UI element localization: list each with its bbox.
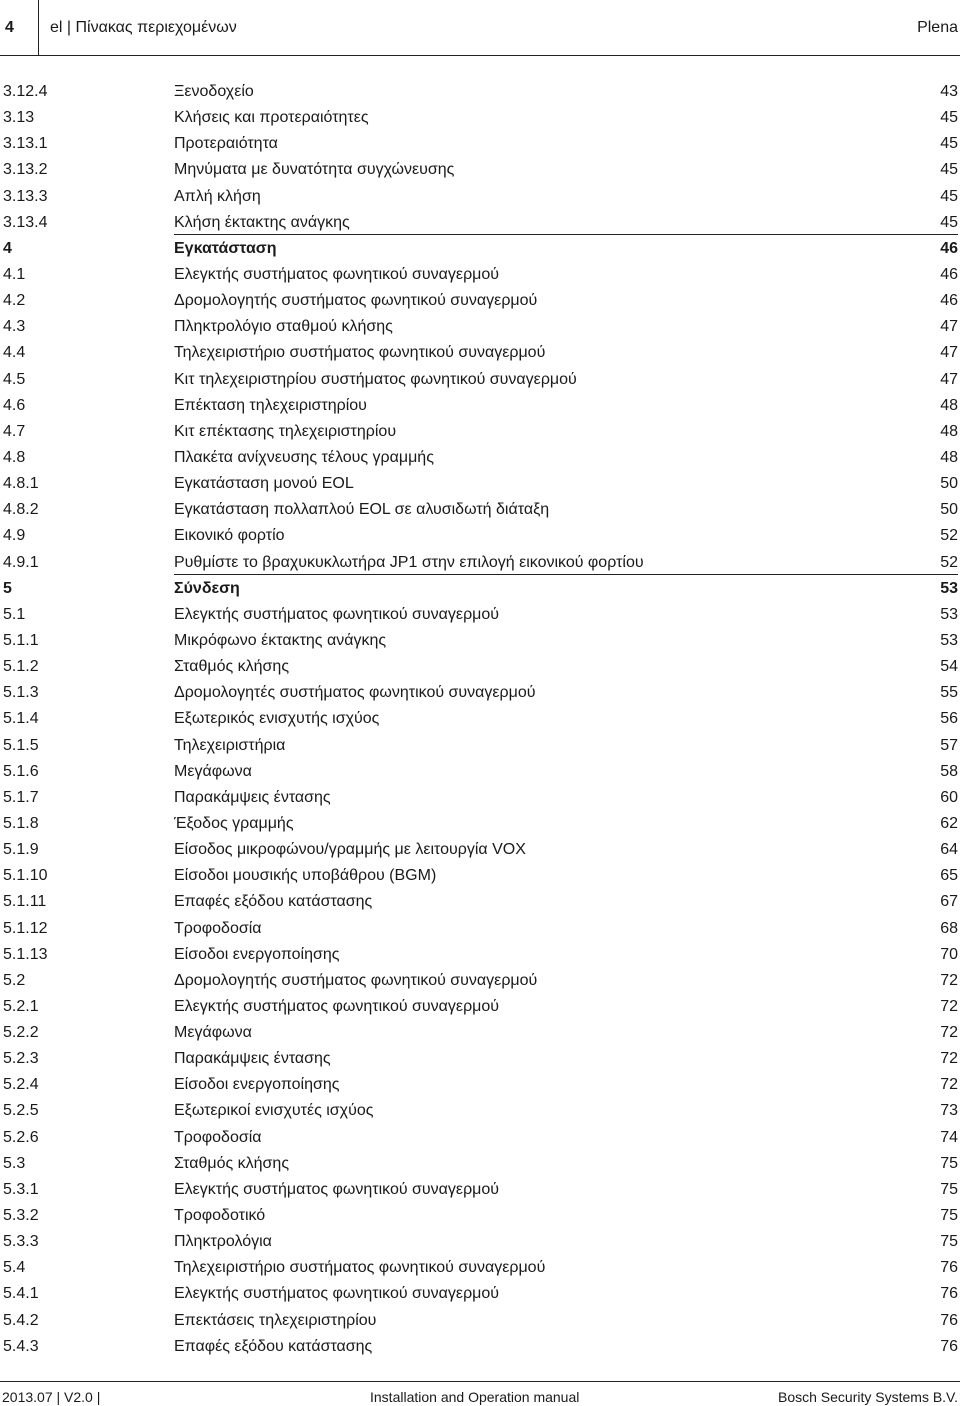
toc-entry-row[interactable]	[0, 993, 960, 1019]
toc-entry-title: Ρυθμίστε το βραχυκυκλωτήρα JP1 στην επιλογή εικονικού φορτίου	[174, 553, 644, 571]
toc-entry-row[interactable]	[0, 1071, 960, 1097]
page-footer	[0, 1381, 960, 1405]
toc-entry-row[interactable]	[0, 1333, 960, 1359]
toc-entry-title: Τροφοδοσία	[174, 1128, 262, 1146]
toc-entry-title: Σταθμός κλήσης	[174, 1154, 290, 1172]
toc-entry-number: 4	[3, 239, 12, 257]
toc-entry-page: 52	[940, 553, 958, 571]
toc-entry-title: Κιτ επέκτασης τηλεχειριστηρίου	[174, 422, 397, 440]
toc-entry-number: 5.1	[3, 605, 26, 623]
toc-entry-row[interactable]	[0, 287, 960, 313]
toc-entry-page: 53	[940, 605, 958, 623]
toc-entry-number: 4.1	[3, 265, 26, 283]
toc-entry-row[interactable]	[0, 1150, 960, 1176]
toc-entry-row[interactable]	[0, 183, 960, 209]
toc-entry-page: 48	[940, 396, 958, 414]
toc-entry-title: Ξενοδοχείο	[174, 83, 254, 100]
toc-entry-title: Κιτ τηλεχειριστηρίου συστήματος φωνητικού συναγερμού	[174, 370, 577, 388]
toc-entry-number: 5.4.2	[3, 1311, 39, 1329]
toc-entry-number: 5.3.2	[3, 1207, 39, 1225]
toc-entry-row[interactable]	[0, 732, 960, 758]
section-title: el | Πίνακας περιεχομένων	[50, 19, 237, 36]
toc-entry-title: Είσοδοι ενεργοποίησης	[174, 1076, 340, 1094]
toc-entry-number: 5.2.3	[3, 1050, 39, 1068]
toc-entry-title: Ελεγκτής συστήματος φωνητικού συναγερμού	[174, 997, 500, 1015]
toc-entry-number: 5.2.2	[3, 1024, 39, 1042]
page-number: 4	[5, 19, 14, 36]
toc-entry-title: Ελεγκτής συστήματος φωνητικού συναγερμού	[174, 1180, 500, 1198]
toc-entry-title: Έξοδος γραμμής	[174, 814, 294, 832]
toc-entry-page: 75	[940, 1207, 958, 1225]
toc-entry-title: Εξωτερικός ενισχυτής ισχύος	[174, 710, 380, 728]
toc-entry-row[interactable]	[0, 1307, 960, 1333]
toc-entry-page: 48	[940, 448, 958, 466]
toc-entry-title: Ελεγκτής συστήματος φωνητικού συναγερμού	[174, 605, 500, 623]
toc-entry-page: 47	[940, 370, 958, 388]
toc-entry-number: 5.1.8	[3, 814, 39, 832]
toc-entry-number: 4.5	[3, 370, 26, 388]
toc-entry-number: 3.13.3	[3, 187, 48, 205]
toc-entry-row[interactable]	[0, 679, 960, 705]
toc-entry-page: 72	[940, 1076, 958, 1094]
toc-entry-page: 75	[940, 1180, 958, 1198]
toc-entry-title: Μηνύματα με δυνατότητα συγχώνευσης	[174, 161, 455, 179]
toc-entry-number: 5.1.2	[3, 658, 39, 676]
toc-entry-number: 3.13.2	[3, 161, 48, 179]
toc-entry-page: 45	[940, 135, 958, 153]
toc-entry-row[interactable]	[0, 366, 960, 392]
toc-entry-row[interactable]	[0, 392, 960, 418]
toc-entry-number: 3.13.1	[3, 135, 48, 153]
toc-entry-number: 5.2.6	[3, 1128, 39, 1146]
toc-entry-row[interactable]	[0, 1045, 960, 1071]
toc-entry-title: Παρακάμψεις έντασης	[174, 1050, 331, 1068]
toc-entry-number: 5.4	[3, 1259, 26, 1277]
toc-entry-row[interactable]	[0, 1228, 960, 1254]
toc-entry-title: Σύνδεση	[174, 579, 240, 597]
toc-entry-title: Μεγάφωνα	[174, 762, 252, 780]
toc-entry-row[interactable]	[0, 967, 960, 993]
toc-entry-row[interactable]	[0, 784, 960, 810]
toc-entry-page: 47	[940, 344, 958, 362]
toc-entry-page: 52	[940, 527, 958, 545]
toc-entry-page: 45	[940, 109, 958, 127]
toc-entry-page: 53	[940, 579, 958, 597]
toc-entry-row[interactable]	[0, 496, 960, 522]
toc-entry-title: Εγκατάσταση	[174, 239, 277, 257]
toc-entry-page: 56	[940, 710, 958, 728]
toc-entry-row[interactable]	[0, 836, 960, 862]
toc-entry-row[interactable]	[0, 601, 960, 627]
toc-entry-page: 68	[940, 919, 958, 937]
toc-entry-page: 76	[940, 1337, 958, 1355]
toc-entry-number: 5.2.4	[3, 1076, 39, 1094]
toc-entry-page: 72	[940, 1024, 958, 1042]
toc-entry-title: Ελεγκτής συστήματος φωνητικού συναγερμού	[174, 1285, 500, 1303]
toc-entry-number: 5.3	[3, 1154, 26, 1172]
toc-chapter-row[interactable]	[0, 575, 960, 601]
toc-entry-page: 50	[940, 501, 958, 519]
toc-entry-page: 46	[940, 239, 958, 257]
toc-entry-number: 4.4	[3, 344, 26, 362]
toc-entry-title: Πληκτρολόγια	[174, 1233, 272, 1251]
toc-entry-page: 72	[940, 997, 958, 1015]
toc-entry-number: 4.8.1	[3, 475, 39, 493]
footer-company: Bosch Security Systems B.V.	[778, 1389, 958, 1405]
toc-entry-title: Προτεραιότητα	[174, 135, 278, 153]
toc-entry-page: 43	[940, 83, 958, 100]
toc-entry-title: Πληκτρολόγιο σταθμού κλήσης	[174, 318, 393, 336]
toc-entry-page: 76	[940, 1259, 958, 1277]
toc-entry-number: 5.1.7	[3, 788, 39, 806]
toc-entry-page: 76	[940, 1285, 958, 1303]
toc-entry-title: Τηλεχειριστήρια	[174, 736, 286, 754]
toc-entry-title: Μικρόφωνο έκτακτης ανάγκης	[174, 631, 387, 649]
toc-entry-row[interactable]	[0, 209, 960, 235]
toc-entry-page: 75	[940, 1233, 958, 1251]
toc-entry-title: Είσοδος μικροφώνου/γραμμής με λειτουργία VOX	[174, 841, 526, 859]
footer-manual-title: Installation and Operation manual	[370, 1389, 580, 1405]
toc-entry-row[interactable]	[0, 1124, 960, 1150]
toc-entry-page: 76	[940, 1311, 958, 1329]
toc-entry-number: 5.1.6	[3, 762, 39, 780]
toc-entry-number: 4.7	[3, 422, 26, 440]
toc-entry-number: 5	[3, 579, 12, 597]
toc-entry-number: 5.1.4	[3, 710, 39, 728]
toc-entry-page: 72	[940, 1050, 958, 1068]
toc-entry-number: 4.3	[3, 318, 26, 336]
toc-entry-page: 62	[940, 814, 958, 832]
toc-entry-row[interactable]	[0, 888, 960, 914]
toc-entry-page: 53	[940, 631, 958, 649]
toc-entry-page: 48	[940, 422, 958, 440]
toc-entry-page: 45	[940, 213, 958, 231]
toc-entry-title: Επαφές εξόδου κατάστασης	[174, 893, 373, 911]
toc-entry-row[interactable]	[0, 1280, 960, 1306]
toc-entry-page: 57	[940, 736, 958, 754]
toc-entry-page: 58	[940, 762, 958, 780]
toc-entry-page: 70	[940, 945, 958, 963]
toc-entry-title: Δρομολογητής συστήματος φωνητικού συναγερμού	[174, 971, 538, 989]
toc-entry-row[interactable]	[0, 313, 960, 339]
toc-entry-page: 67	[940, 893, 958, 911]
toc-entry-title: Εικονικό φορτίο	[174, 527, 285, 545]
toc-entry-row[interactable]	[0, 810, 960, 836]
product-name: Plena	[917, 19, 958, 36]
toc-entry-page: 72	[940, 971, 958, 989]
toc-entry-number: 3.12.4	[3, 83, 48, 100]
toc-entry-number: 4.8.2	[3, 501, 39, 519]
toc-entry-row[interactable]	[0, 1254, 960, 1280]
toc-entry-number: 5.2.5	[3, 1102, 39, 1120]
toc-entry-page: 74	[940, 1128, 958, 1146]
toc-entry-title: Εγκατάσταση μονού EOL	[174, 475, 354, 493]
toc-entry-number: 5.4.3	[3, 1337, 39, 1355]
toc-entry-row[interactable]	[0, 444, 960, 470]
table-of-contents	[0, 78, 960, 1359]
toc-entry-title: Παρακάμψεις έντασης	[174, 788, 331, 806]
toc-chapter-row[interactable]	[0, 235, 960, 261]
toc-entry-page: 55	[940, 684, 958, 702]
toc-entry-number: 5.2.1	[3, 997, 39, 1015]
toc-entry-row[interactable]	[0, 1176, 960, 1202]
toc-entry-row[interactable]	[0, 1019, 960, 1045]
toc-entry-title: Σταθμός κλήσης	[174, 658, 290, 676]
toc-entry-number: 4.2	[3, 292, 26, 310]
toc-entry-number: 5.1.12	[3, 919, 48, 937]
toc-entry-title: Τροφοδοσία	[174, 919, 262, 937]
toc-entry-number: 5.3.3	[3, 1233, 39, 1251]
toc-entry-number: 5.1.3	[3, 684, 39, 702]
toc-entry-page: 73	[940, 1102, 958, 1120]
page-header	[0, 0, 960, 56]
toc-entry-row[interactable]	[0, 130, 960, 156]
toc-entry-title: Επέκταση τηλεχειριστηρίου	[174, 396, 367, 414]
toc-entry-title: Μεγάφωνα	[174, 1024, 252, 1042]
toc-entry-number: 5.1.11	[3, 893, 47, 911]
toc-entry-row[interactable]	[0, 862, 960, 888]
toc-entry-row[interactable]	[0, 522, 960, 548]
toc-entry-page: 50	[940, 475, 958, 493]
toc-entry-page: 45	[940, 161, 958, 179]
toc-entry-number: 5.1.9	[3, 841, 39, 859]
toc-entry-title: Ελεγκτής συστήματος φωνητικού συναγερμού	[174, 265, 500, 283]
toc-entry-number: 5.4.1	[3, 1285, 39, 1303]
toc-entry-number: 4.8	[3, 448, 26, 466]
toc-entry-title: Τροφοδοτικό	[174, 1207, 266, 1225]
toc-entry-number: 3.13.4	[3, 213, 48, 231]
toc-entry-row[interactable]	[0, 470, 960, 496]
toc-entry-row[interactable]	[0, 1097, 960, 1123]
header-divider	[38, 0, 39, 56]
toc-entry-title: Τηλεχειριστήριο συστήματος φωνητικού συναγερμού	[174, 344, 546, 362]
toc-entry-row[interactable]	[0, 758, 960, 784]
toc-entry-number: 4.9	[3, 527, 26, 545]
toc-entry-row[interactable]	[0, 627, 960, 653]
toc-entry-title: Εξωτερικοί ενισχυτές ισχύος	[174, 1102, 374, 1120]
toc-entry-page: 75	[940, 1154, 958, 1172]
toc-entry-title: Τηλεχειριστήριο συστήματος φωνητικού συναγερμού	[174, 1259, 546, 1277]
toc-entry-title: Κλήση έκτακτης ανάγκης	[174, 213, 350, 231]
toc-entry-number: 4.9.1	[3, 553, 39, 571]
toc-entry-title: Κλήσεις και προτεραιότητες	[174, 109, 369, 127]
toc-entry-page: 46	[940, 292, 958, 310]
toc-entry-row[interactable]	[0, 915, 960, 941]
toc-entry-title: Επαφές εξόδου κατάστασης	[174, 1337, 373, 1355]
toc-entry-page: 60	[940, 788, 958, 806]
toc-entry-page: 47	[940, 318, 958, 336]
toc-entry-row[interactable]	[0, 653, 960, 679]
toc-entry-title: Δρομολογητές συστήματος φωνητικού συναγερμού	[174, 684, 536, 702]
toc-entry-number: 5.3.1	[3, 1180, 39, 1198]
toc-entry-title: Επεκτάσεις τηλεχειριστηρίου	[174, 1311, 377, 1329]
toc-entry-title: Δρομολογητής συστήματος φωνητικού συναγερμού	[174, 292, 538, 310]
toc-entry-title: Είσοδοι μουσικής υποβάθρου (BGM)	[174, 867, 437, 885]
toc-entry-row[interactable]	[0, 1202, 960, 1228]
toc-entry-number: 5.1.13	[3, 945, 48, 963]
toc-entry-title: Πλακέτα ανίχνευσης τέλους γραμμής	[174, 448, 434, 466]
footer-date-version: 2013.07 | V2.0 |	[2, 1389, 101, 1405]
toc-entry-page: 45	[940, 187, 958, 205]
toc-entry-number: 3.13	[3, 109, 35, 127]
toc-entry-title: Είσοδοι ενεργοποίησης	[174, 945, 340, 963]
toc-entry-row[interactable]	[0, 261, 960, 287]
toc-entry-page: 65	[940, 867, 958, 885]
toc-entry-row[interactable]	[0, 339, 960, 365]
toc-entry-page: 46	[940, 265, 958, 283]
toc-entry-row[interactable]	[0, 156, 960, 182]
toc-entry-row[interactable]	[0, 104, 960, 130]
toc-entry-page: 54	[940, 658, 958, 676]
toc-entry-number: 4.6	[3, 396, 26, 414]
toc-entry-row[interactable]	[0, 941, 960, 967]
toc-entry-row[interactable]	[0, 549, 960, 575]
toc-entry-title: Εγκατάσταση πολλαπλού EOL σε αλυσιδωτή διάταξη	[174, 501, 550, 519]
toc-entry-row[interactable]	[0, 705, 960, 731]
toc-entry-number: 5.2	[3, 971, 26, 989]
toc-entry-page: 64	[940, 841, 958, 859]
toc-entry-row[interactable]	[0, 418, 960, 444]
toc-entry-number: 5.1.1	[3, 631, 39, 649]
toc-entry-title: Απλή κλήση	[174, 187, 261, 205]
toc-entry-number: 5.1.10	[3, 867, 48, 885]
toc-entry-number: 5.1.5	[3, 736, 39, 754]
toc-entry-row[interactable]	[0, 78, 960, 104]
